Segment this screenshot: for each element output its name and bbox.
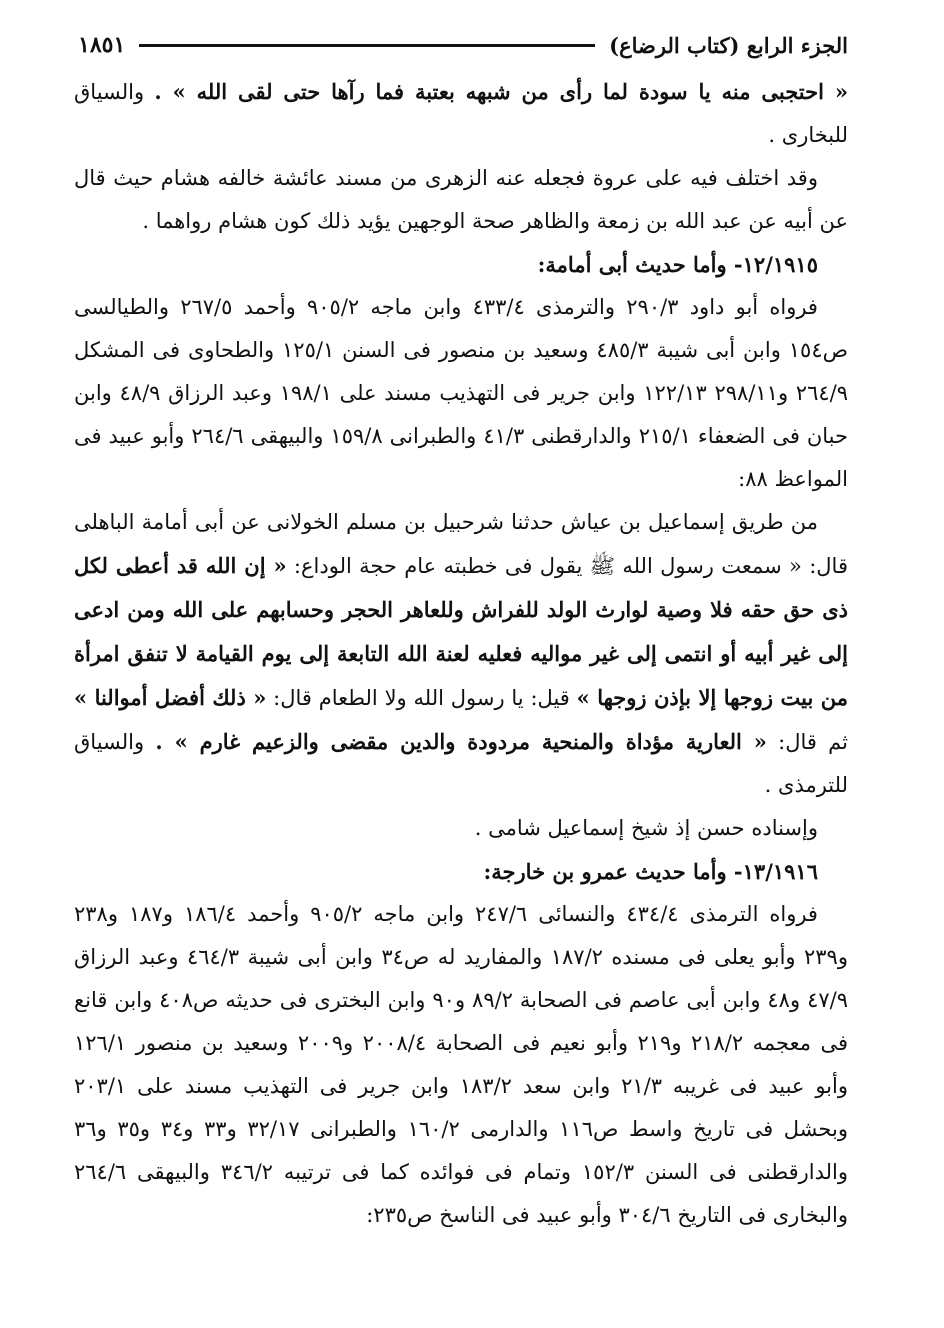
- paragraph-hadith-end: [74, 70, 848, 157]
- page-header: [78, 28, 848, 62]
- paragraph-hadith-text: [74, 501, 848, 807]
- header-rule: [139, 44, 595, 47]
- page-number: ١٨٥١: [78, 32, 126, 58]
- connector-text: ثم قال:: [766, 730, 848, 754]
- paragraph-sources-abu-umama: فرواه أبو داود ٢٩٠/٣ والترمذى ٤٣٣/٤ وابن ماجه ٩٠٥/٢ وأحمد ٢٦٧/٥ والطيالسى ص١٥٤ وابن أبى شيبة ٤٨٥/٣ وسعيد بن منصور فى السنن ١٢٥/١ والطحاوى فى المشكل ٢٦٤/٩ و٢٩٨/١١ ١٢٢/١٣ وابن جرير فى التهذيب مسند على ١٩٨/١ وعبد الرزاق ٤٨/٩ وابن حبان فى الضعفاء ٢١٥/١ والدارقطنى ٤١/٣ والطبرانى ١٥٩/٨ والبيهقى ٢٦٤/٦ وأبو عبيد فى المواعظ ٨٨:: [74, 295, 848, 491]
- context-note-tirmidhi: والسياق للترمذى .: [74, 730, 848, 797]
- paragraph-grading: وإسناده حسن إذ شيخ إسماعيل شامى .: [474, 816, 818, 840]
- section-heading-amr: ١٣/١٩١٦- وأما حديث عمرو بن خارجة:: [483, 859, 818, 884]
- context-note: والسياق للبخارى .: [74, 80, 848, 147]
- section-heading-abu-umama: ١٢/١٩١٥- وأما حديث أبى أمامة:: [537, 252, 818, 277]
- question-text: قيل: يا رسول الله ولا الطعام قال:: [266, 686, 577, 710]
- hadith-quote-main: « إن الله قد أعطى لكل ذى حق حقه فلا وصية لوارث الولد للفراش وللعاهر الحجر وحسابهم على الله ومن ادعى إلى غير أبيه أو انتمى إلى غير مواليه فعليه لعنة الله التابعة إلى يوم القيامة لا تنفق امرأة من بيت زوجها إلا بإذن زوجها »: [74, 553, 848, 710]
- hadith-quote-final: « العارية مؤداة والمنحية مردودة والدين مقضى والزعيم غارم » .: [155, 729, 767, 754]
- chain-of-narration: من طريق إسماعيل بن عياش حدثنا شرحبيل بن مسلم الخولانى عن أبى أمامة الباهلى قال: « سمعت رسول الله ﷺ يقول فى خطبته عام حجة الوداع:: [74, 510, 848, 578]
- page-body: [74, 70, 848, 1237]
- paragraph-discussion: وقد اختلف فيه على عروة فجعله عنه الزهرى من مسند عائشة خالفه هشام حيث قال عن أبيه عن عبد الله بن زمعة والظاهر صحة الوجهين يؤيد ذلك كون هشام رواهما .: [74, 166, 848, 233]
- hadith-quote-answer: « ذلك أفضل أموالنا »: [74, 685, 267, 710]
- paragraph-sources-amr: فرواه الترمذى ٤٣٤/٤ والنسائى ٢٤٧/٦ وابن ماجه ٩٠٥/٢ وأحمد ١٨٦/٤ و١٨٧ و٢٣٨ و٢٣٩ وأبو يعلى فى مسنده ١٨٧/٢ والمفاريد له ص٣٤ وابن أبى شيبة ٤٦٤/٣ وعبد الرزاق ٤٧/٩ و٤٨ وابن أبى عاصم فى الصحابة ٨٩/٢ و٩٠ وابن البخترى فى حديثه ص٤٠٨ وابن قانع فى معجمه ٢١٨/٢ و٢١٩ وأبو نعيم فى الصحابة ٢٠٠٨/٤ و٢٠٠٩ وسعيد بن منصور ١٢٦/١ وأبو عبيد فى غريبه ٢١/٣ وابن سعد ١٨٣/٢ وابن جرير فى التهذيب مسند على ٢٠٣/١ وبحشل فى تاريخ واسط ص١١٦ والدارمى ١٦٠/٢ والطبرانى ٣٢/١٧ و٣٣ و٣٤ و٣٥ و٣٦ والدارقطنى فى السنن ١٥٢/٣ وتمام فى فوائده كما فى ترتيبه ٣٤٦/٢ والبيهقى ٢٦٤/٦ والبخارى فى التاريخ ٣٠٤/٦ وأبو عبيد فى الناسخ ص٢٣٥:: [74, 902, 848, 1227]
- hadith-quote: « احتجبى منه يا سودة لما رأى من شبهه بعتبة فما رآها حتى لقى الله » .: [154, 79, 848, 104]
- running-title: الجزء الرابع (كتاب الرضاع): [609, 32, 848, 58]
